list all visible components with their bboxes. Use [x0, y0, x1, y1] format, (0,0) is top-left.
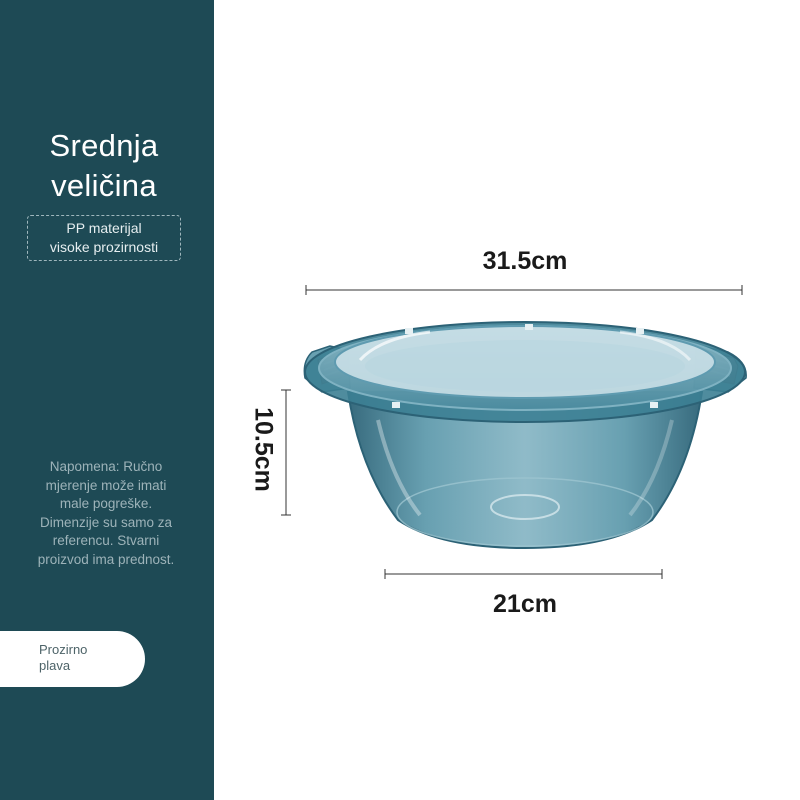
note-line: referencu. Stvarni: [52, 533, 160, 548]
material-line: visoke prozirnosti: [49, 239, 159, 255]
color-option-line: plava: [39, 658, 71, 673]
width-dimension-line: [306, 285, 742, 295]
note-line: Napomena: Ručno: [49, 459, 163, 474]
material-line: PP materijal: [66, 220, 142, 236]
width-label: 31.5cm: [482, 247, 568, 275]
color-option-line: Prozirno: [39, 642, 88, 657]
size-title-line: veličina: [51, 168, 157, 203]
base-label: 21cm: [493, 590, 557, 618]
height-label-text: 10.5cm: [249, 407, 278, 492]
note-line: mjerenje može imati: [45, 477, 167, 493]
note-line: proizvod ima prednost.: [37, 551, 175, 567]
size-title-line: Srednja: [49, 128, 159, 163]
note-line: male pogreške.: [59, 496, 153, 511]
note-line: Dimenzije su samo za: [39, 514, 173, 530]
basin-image: [304, 322, 746, 548]
height-dimension-line: [281, 390, 291, 515]
base-dimension-line: [385, 569, 662, 579]
